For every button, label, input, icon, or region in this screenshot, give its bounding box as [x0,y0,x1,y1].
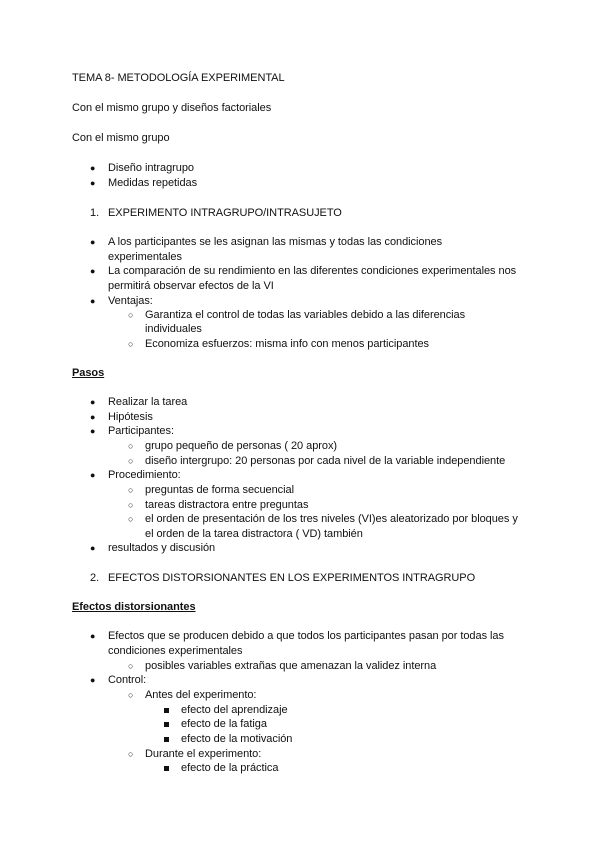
list-item: Hipótesis [108,411,153,423]
list-item: Participantes: [108,425,174,437]
circle-bullet-icon: ○ [128,500,134,510]
bullet-icon: ● [90,631,96,641]
list-item: Medidas repetidas [108,177,198,189]
sub-sub-list-item: efecto de la práctica [181,762,279,774]
sub-sub-list-item: efecto del aprendizaje [181,704,288,716]
bullet-icon: ● [90,237,96,247]
section-title: EFECTOS DISTORSIONANTES EN LOS EXPERIMENTOS INTRAGRUPO [108,572,476,584]
bullet-icon: ● [90,178,96,188]
sub-list-item-continuation: individuales [145,323,202,335]
circle-bullet-icon: ○ [128,749,134,759]
circle-bullet-icon: ○ [128,339,134,349]
section-heading-efectos: Efectos distorsionantes [72,601,196,613]
bullet-icon: ● [90,412,96,422]
circle-bullet-icon: ○ [128,441,134,451]
circle-bullet-icon: ○ [128,661,134,671]
intro-line-1: Con el mismo grupo y diseños factoriales [72,102,272,114]
bullet-icon: ● [90,397,96,407]
sub-list-item: Economiza esfuerzos: misma info con menos participantes [145,338,429,350]
list-item: Realizar la tarea [108,396,188,408]
sub-list-item-continuation: el orden de la tarea distractora ( VD) también [145,528,363,540]
bullet-icon: ● [90,266,96,276]
circle-bullet-icon: ○ [128,456,134,466]
sub-list-item: posibles variables extrañas que amenazan la validez interna [145,660,437,672]
list-item: Efectos que se producen debido a que todos los participantes pasan por todas las [108,630,504,642]
list-item: resultados y discusión [108,542,216,554]
sub-list-item: Garantiza el control de todas las variables debido a las diferencias [145,309,466,321]
list-item: A los participantes se les asignan las mismas y todas las condiciones [108,236,443,248]
sub-list-item: grupo pequeño de personas ( 20 aprox) [145,440,338,452]
section-number: 2. [90,572,100,584]
bullet-icon: ● [90,470,96,480]
square-bullet-icon [164,722,169,727]
square-bullet-icon [164,737,169,742]
list-item: La comparación de su rendimiento en las diferentes condiciones experimentales nos [108,265,517,277]
circle-bullet-icon: ○ [128,514,134,524]
bullet-icon: ● [90,675,96,685]
sub-sub-list-item: efecto de la fatiga [181,718,267,730]
sub-list-item: tareas distractora entre preguntas [145,499,309,511]
list-item-continuation: permitirá observar efectos de la VI [108,280,274,292]
bullet-icon: ● [90,296,96,306]
list-item-continuation: condiciones experimentales [108,645,243,657]
section-heading-pasos: Pasos [72,367,105,379]
section-number: 1. [90,207,100,219]
sub-sub-list-item: efecto de la motivación [181,733,293,745]
circle-bullet-icon: ○ [128,485,134,495]
sub-list-item: preguntas de forma secuencial [145,484,294,496]
bullet-icon: ● [90,426,96,436]
square-bullet-icon [164,766,169,771]
list-item-continuation: experimentales [108,251,182,263]
sub-list-item: Antes del experimento: [145,689,257,701]
sub-list-item: diseño intergrupo: 20 personas por cada nivel de la variable independiente [145,455,506,467]
bullet-icon: ● [90,543,96,553]
list-item: Diseño intragrupo [108,162,194,174]
circle-bullet-icon: ○ [128,690,134,700]
sub-list-item: el orden de presentación de los tres niveles (VI)es aleatorizado por bloques y [145,513,518,525]
intro-line-2: Con el mismo grupo [72,132,170,144]
bullet-icon: ● [90,163,96,173]
list-item: Ventajas: [108,295,153,307]
sub-list-item: Durante el experimento: [145,748,262,760]
section-title: EXPERIMENTO INTRAGRUPO/INTRASUJETO [108,207,342,219]
document-title: TEMA 8- METODOLOGÍA EXPERIMENTAL [72,72,285,84]
square-bullet-icon [164,708,169,713]
circle-bullet-icon: ○ [128,310,134,320]
list-item: Control: [108,674,147,686]
list-item: Procedimiento: [108,469,181,481]
